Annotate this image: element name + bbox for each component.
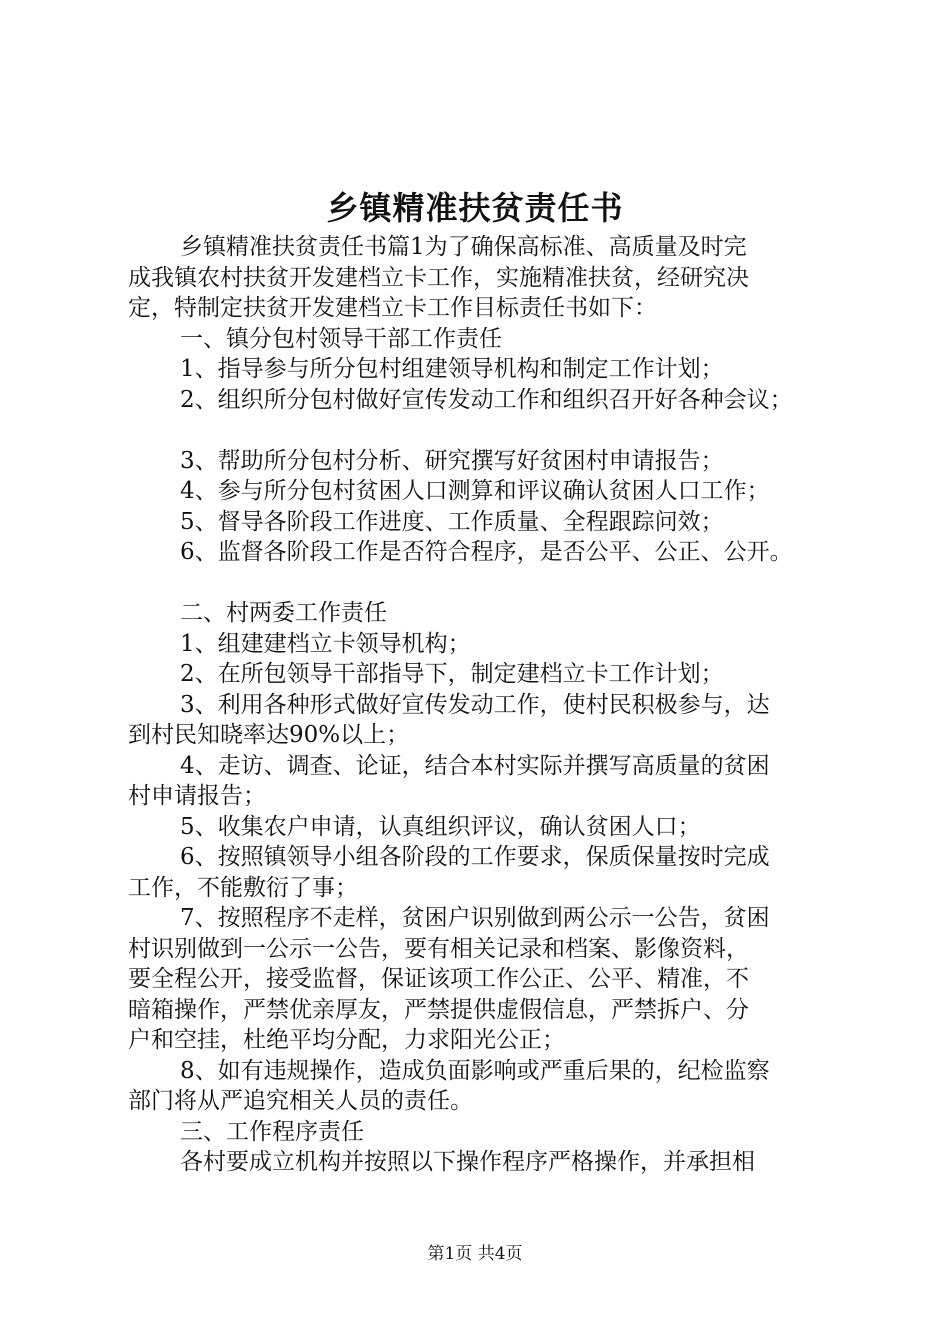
paragraph-line: 部门将从严追究相关人员的责任。 <box>128 1088 473 1114</box>
list-item: 5、督导各阶段工作进度、工作质量、全程跟踪问效； <box>180 508 724 535</box>
list-item: 7、按照程序不走样，贫困户识别做到两公示一公告，贫困 <box>180 905 770 931</box>
list-item: 2、组织所分包村做好宣传发动工作和组织召开好各种会议； <box>180 386 793 413</box>
list-item: 1、指导参与所分包村组建领导机构和制定工作计划； <box>180 356 724 382</box>
document-body <box>128 232 858 1178</box>
paragraph-line: 暗箱操作，严禁优亲厚友，严禁提供虚假信息，严禁拆户、分 <box>128 996 749 1023</box>
list-item: 6、监督各阶段工作是否符合程序，是否公平、公正、公开。 <box>180 539 793 565</box>
list-item: 4、参与所分包村贫困人口测算和评议确认贫困人口工作； <box>180 478 770 504</box>
blank-line <box>128 415 858 446</box>
paragraph-line: 定，特制定扶贫开发建档立卡工作目标责任书如下： <box>128 295 657 321</box>
paragraph-line: 乡镇精准扶贫责任书篇1为了确保高标准、高质量及时完 <box>180 234 747 260</box>
list-item: 5、收集农户申请，认真组织评议，确认贫困人口； <box>180 813 701 840</box>
list-item: 1、组建建档立卡领导机构； <box>180 630 471 657</box>
section-heading: 二、村两委工作责任 <box>180 600 387 626</box>
section-heading: 三、工作程序责任 <box>180 1118 364 1145</box>
list-item: 6、按照镇领导小组各阶段的工作要求，保质保量按时完成 <box>180 844 770 870</box>
document-title: 乡镇精准扶贫责任书 <box>326 189 624 227</box>
list-item: 3、帮助所分包村分析、研究撰写好贫困村申请报告； <box>180 447 724 474</box>
paragraph-line: 到村民知晓率达90%以上； <box>128 722 410 748</box>
list-item: 2、在所包领导干部指导下，制定建档立卡工作计划； <box>180 661 724 687</box>
paragraph-line: 村申请报告； <box>128 783 266 809</box>
paragraph-line: 村识别做到一公示一公告，要有相关记录和档案、影像资料， <box>128 935 749 962</box>
paragraph-line: 成我镇农村扶贫开发建档立卡工作，实施精准扶贫，经研究决 <box>128 264 749 291</box>
section-heading: 一、镇分包村领导干部工作责任 <box>180 325 502 352</box>
list-item: 8、如有违规操作，造成负面影响或严重后果的，纪检监察 <box>180 1057 770 1084</box>
list-item: 3、利用各种形式做好宣传发动工作，使村民积极参与，达 <box>180 691 770 718</box>
paragraph-line: 各村要成立机构并按照以下操作程序严格操作，并承担相 <box>180 1149 755 1175</box>
paragraph-line: 要全程公开，接受监督，保证该项工作公正、公平、精准，不 <box>128 966 749 992</box>
list-item: 4、走访、调查、论证，结合本村实际并撰写高质量的贫困 <box>180 752 770 779</box>
paragraph-line: 工作，不能敷衍了事； <box>128 874 358 901</box>
blank-line <box>128 568 858 599</box>
paragraph-line: 户和空挂，杜绝平均分配，力求阳光公正； <box>128 1027 565 1053</box>
page-footer: 第1页 共4页 <box>427 1244 523 1264</box>
